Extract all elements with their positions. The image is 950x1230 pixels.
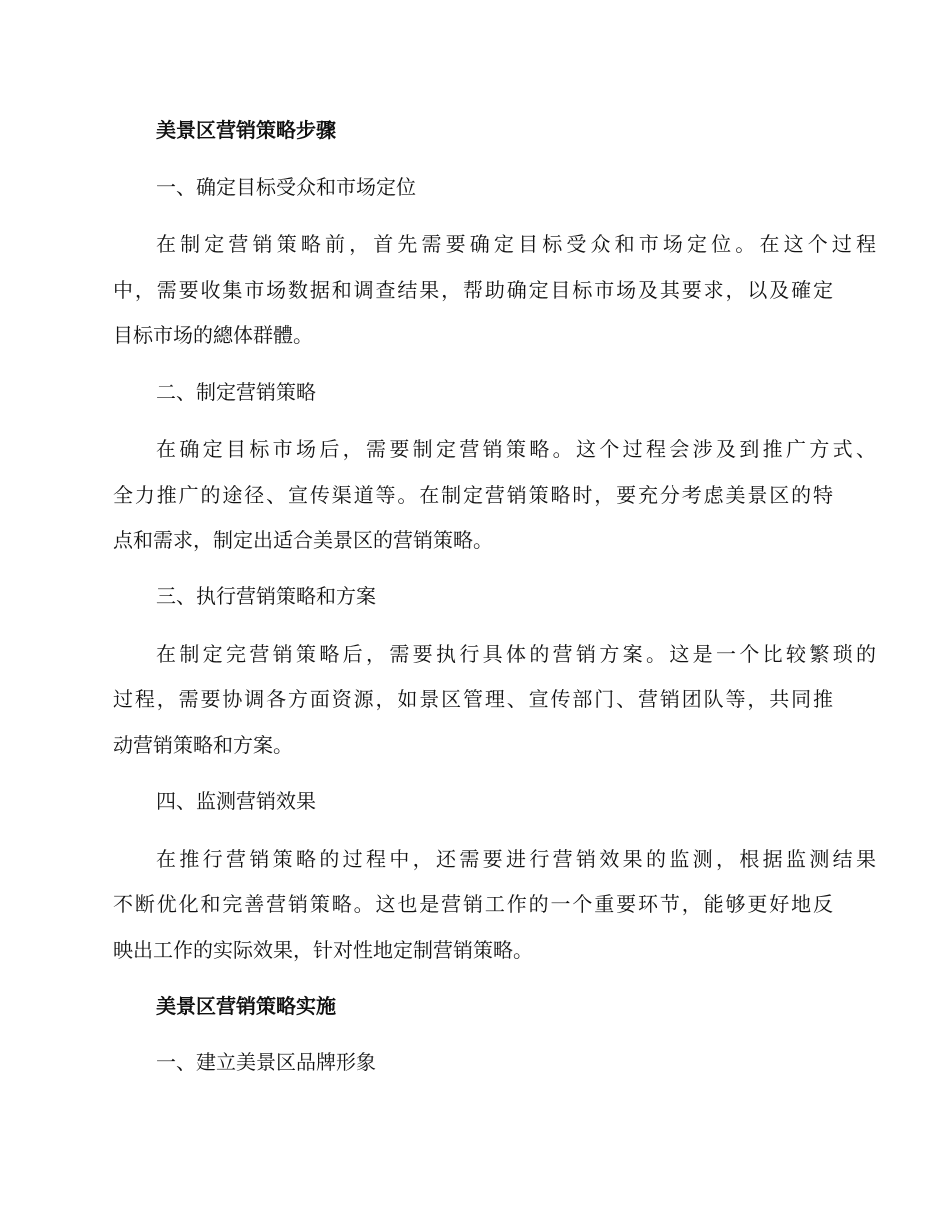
heading: 三、执行营销策略和方案 (156, 584, 376, 608)
paragraph-line: 在确定目标市场后，需要制定营销策略。这个过程会涉及到推广方式、 (156, 437, 876, 461)
paragraph-line: 在推行营销策略的过程中，还需要进行营销效果的监测，根据监测结果 (156, 847, 876, 871)
paragraph-line: 映出工作的实际效果，针对性地定制营销策略。 (113, 938, 533, 962)
section-title: 美景区营销策略实施 (156, 994, 336, 1018)
heading: 一、确定目标受众和市场定位 (156, 175, 416, 199)
paragraph-line: 在制定完营销策略后，需要执行具体的营销方案。这是一个比较繁琐的 (156, 642, 876, 666)
paragraph-line: 点和需求，制定出适合美景区的营销策略。 (113, 528, 493, 552)
paragraph-line: 不断优化和完善营销策略。这也是营销工作的一个重要环节，能够更好地反 (113, 892, 833, 916)
paragraph-line: 动营销策略和方案。 (113, 733, 293, 757)
paragraph-line: 目标市场的總体群體。 (113, 323, 313, 347)
section-title: 美景区营销策略步骤 (156, 118, 336, 142)
heading: 二、制定营销策略 (156, 380, 316, 404)
heading: 四、监测营销效果 (156, 789, 316, 813)
paragraph-line: 中，需要收集市场数据和调查结果，帮助确定目标市场及其要求，以及確定 (113, 278, 833, 302)
paragraph-line: 过程，需要协调各方面资源，如景区管理、宣传部门、营销团队等，共同推 (113, 687, 833, 711)
heading: 一、建立美景区品牌形象 (156, 1050, 376, 1074)
paragraph-line: 在制定营销策略前，首先需要确定目标受众和市场定位。在这个过程 (156, 232, 876, 256)
paragraph-line: 全力推广的途径、宣传渠道等。在制定营销策略时，要充分考虑美景区的特 (113, 483, 833, 507)
